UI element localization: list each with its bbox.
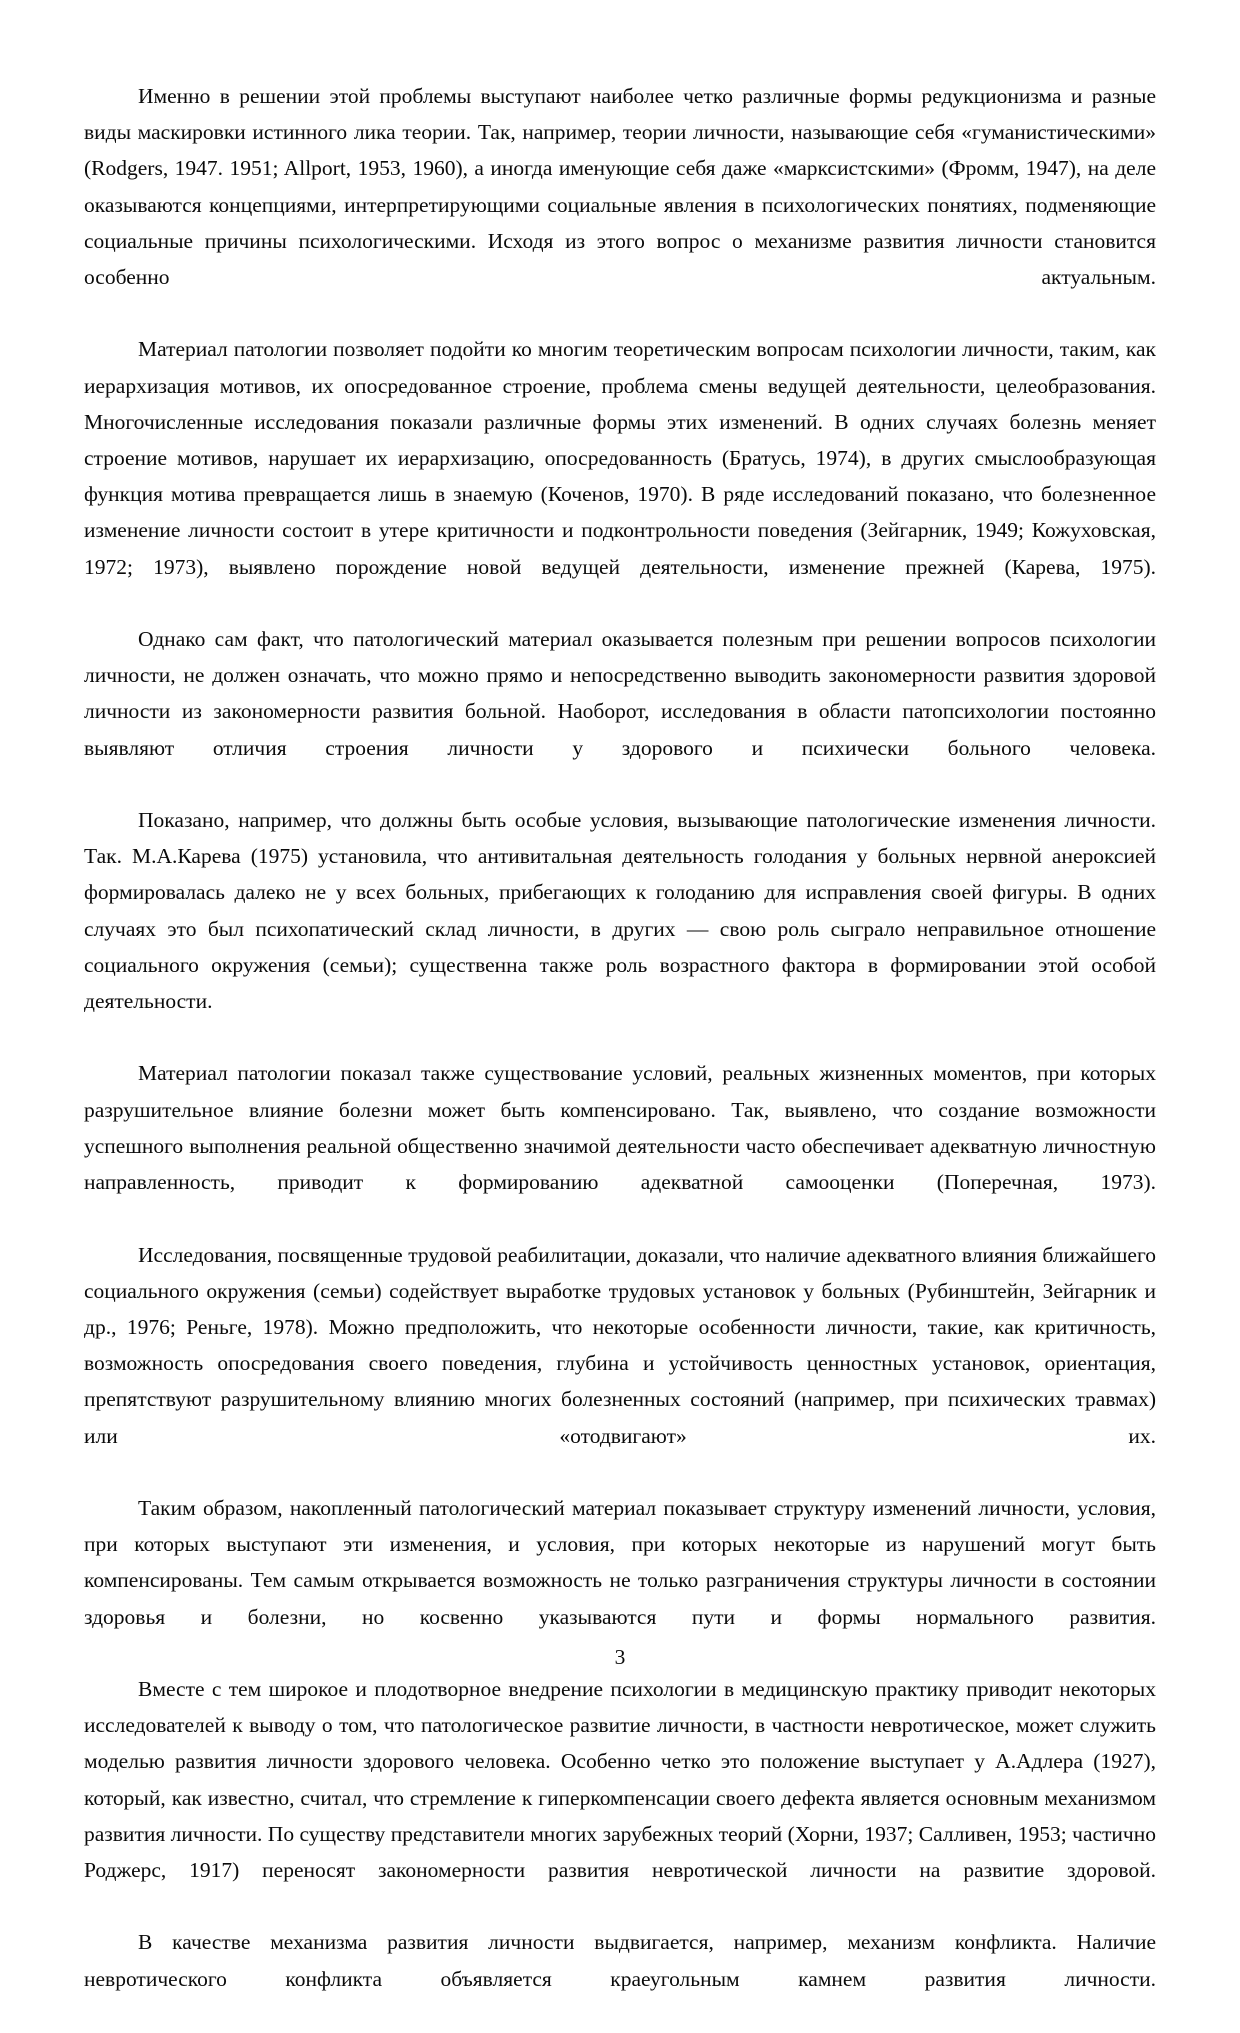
- paragraph: Исследования, посвященные трудовой реабилитации, доказали, что наличие адекватного влияния ближайшего социального окружения (семьи) содействует выработке трудовых установок у больных (Рубинштейн, Зейгарник и др., 1976; Реньге, 1978). Можно предположить, что некоторые особенности личности, такие, как критичность, возможность опосредования своего поведения, глубина и устойчивость ценностных установок, ориентация, препятствуют разрушительному влиянию многих болезненных состояний (например, при психических травмах) или «отодвигают» их.: [84, 1242, 1156, 1448]
- page-number: 3: [614, 1644, 626, 1669]
- paragraph: В качестве механизма развития личности выдвигается, например, механизм конфликта. Наличие невротического конфликта объявляется краеугольным камнем развития личности.: [84, 1930, 1156, 1991]
- paragraph: Именно в решении этой проблемы выступают наиболее четко различные формы редукционизма и разные виды маскировки истинного лика теории. Так, например, теории личности, называющие себя «гуманистическими» (Rodgers, 1947. 1951; Allport, 1953, 1960), а иногда именующие себя даже «марксистскими» (Фромм, 1947), на деле оказываются концепциями, интерпретирующими социальные явления в психологических понятиях, подменяющие социальные причины психологическими. Исходя из этого вопрос о механизме развития личности становится особенно актуальным.: [84, 84, 1156, 290]
- paragraph: Показано, например, что должны быть особые условия, вызывающие патологические изменения личности. Так. М.А.Карева (1975) установила, что антивитальная деятельность голодания у больных нервной анероксией формировалась далеко не у всех больных, прибегающих к голоданию для исправления своей фигуры. В одних случаях это был психопатический склад личности, в других — свою роль сыграло неправильное отношение социального окружения (семьи); существенна также роль возрастного фактора в формировании этой особой деятельности.: [84, 808, 1156, 1014]
- paragraph: Однако сам факт, что патологический материал оказывается полезным при решении вопросов психологии личности, не должен означать, что можно прямо и непосредственно выводить закономерности развития здоровой личности из закономерности развития больной. Наоборот, исследования в области патопсихологии постоянно выявляют отличия строения личности у здорового и психически больного человека.: [84, 627, 1156, 760]
- document-body: [84, 78, 1156, 2033]
- paragraph: Материал патологии показал также существование условий, реальных жизненных моментов, при которых разрушительное влияние болезни может быть компенсировано. Так, выявлено, что создание возможности успешного выполнения реальной общественно значимой деятельности часто обеспечивает адекватную личностную направленность, приводит к формированию адекватной самооценки (Поперечная, 1973).: [84, 1061, 1156, 1195]
- paragraph: Вместе с тем широкое и плодотворное внедрение психологии в медицинскую практику приводит некоторых исследователей к выводу о том, что патологическое развитие личности, в частности невротическое, может служить моделью развития личности здорового человека. Особенно четко это положение выступает у А.Адлера (1927), который, как известно, считал, что стремление к гиперкомпенсации своего дефекта является основным механизмом развития личности. По существу представители многих зарубежных теорий (Хорни, 1937; Салливен, 1953; частично Роджерс, 1917) переносят закономерности развития невротической личности на развитие здоровой.: [84, 1676, 1156, 1882]
- paragraph: Материал патологии позволяет подойти ко многим теоретическим вопросам психологии личности, таким, как иерархизация мотивов, их опосредованное строение, проблема смены ведущей деятельности, целеобразования. Многочисленные исследования показали различные формы этих изменений. В одних случаях болезнь меняет строение мотивов, нарушает их иерархизацию, опосредованность (Братусь, 1974), в других смыслообразующая функция мотива превращается лишь в знаемую (Коченов, 1970). В ряде исследований показано, что болезненное изменение личности состоит в утере критичности и подконтрольности поведения (Зейгарник, 1949; Кожуховская, 1972; 1973), выявлено порождение новой ведущей деятельности, изменение прежней (Карева, 1975).: [84, 337, 1156, 579]
- paragraph: Таким образом, накопленный патологический материал показывает структуру изменений личности, условия, при которых выступают эти изменения, и условия, при которых некоторые из нарушений могут быть компенсированы. Тем самым открывается возможность не только разграничения структуры личности в состоянии здоровья и болезни, но косвенно указываются пути и формы нормального развития.: [84, 1495, 1156, 1629]
